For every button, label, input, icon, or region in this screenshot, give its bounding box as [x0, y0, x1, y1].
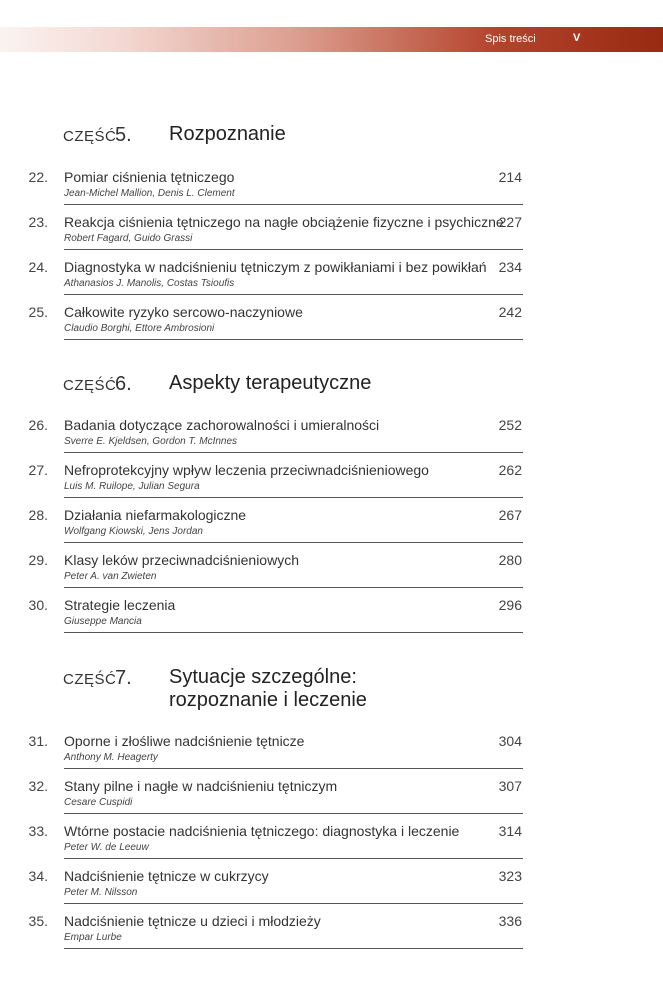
chapter-title: Badania dotyczące zachorowalności i umieralności — [64, 417, 380, 433]
chapter-authors: Jean-Michel Mallion, Denis L. Clement — [64, 188, 235, 199]
toc-entry-34[interactable] — [0, 868, 663, 910]
toc-entry-27[interactable] — [0, 462, 663, 504]
chapter-authors: Wolfgang Kiowski, Jens Jordan — [64, 526, 203, 537]
chapter-authors: Robert Fagard, Guido Grassi — [64, 233, 193, 244]
part-label: CZĘŚĆ — [63, 128, 117, 145]
chapter-title: Strategie leczenia — [64, 597, 176, 613]
chapter-page: 234 — [498, 259, 522, 275]
chapter-title: Pomiar ciśnienia tętniczego — [64, 169, 235, 185]
part-title: Aspekty terapeutyczne — [169, 372, 372, 394]
toc-entry-24[interactable] — [0, 259, 663, 301]
entry-divider — [64, 542, 523, 543]
chapter-page: 227 — [498, 214, 522, 230]
entry-divider — [64, 768, 523, 769]
chapter-title: Całkowite ryzyko sercowo-naczyniowe — [64, 304, 303, 320]
chapter-number: 29. — [28, 552, 48, 568]
chapter-number: 28. — [28, 507, 48, 523]
chapter-title: Oporne i złośliwe nadciśnienie tętnicze — [64, 733, 305, 749]
part-label: CZĘŚĆ — [63, 671, 117, 688]
chapter-number: 30. — [28, 597, 48, 613]
chapter-page: 304 — [498, 733, 522, 749]
chapter-number: 33. — [28, 823, 48, 839]
toc-entry-30[interactable] — [0, 597, 663, 639]
chapter-number: 25. — [28, 304, 48, 320]
toc-entry-33[interactable] — [0, 823, 663, 865]
chapter-title: Klasy leków przeciwnadciśnieniowych — [64, 552, 299, 568]
page-header-bar — [0, 27, 663, 52]
chapter-title: Reakcja ciśnienia tętniczego na nagłe obciążenie fizyczne i psychiczne — [64, 214, 504, 230]
chapter-title: Nefroprotekcyjny wpływ leczenia przeciwnadciśnieniowego — [64, 462, 429, 478]
chapter-authors: Luis M. Ruilope, Julian Segura — [64, 481, 200, 492]
chapter-number: 23. — [28, 214, 48, 230]
entry-divider — [64, 632, 523, 633]
chapter-number: 32. — [28, 778, 48, 794]
entry-divider — [64, 294, 523, 295]
part-heading-6 — [63, 371, 523, 401]
chapter-page: 267 — [498, 507, 522, 523]
chapter-number: 26. — [28, 417, 48, 433]
entry-divider — [64, 948, 523, 949]
chapter-authors: Athanasios J. Manolis, Costas Tsioufis — [64, 278, 235, 289]
toc-entry-25[interactable] — [0, 304, 663, 346]
entry-divider — [64, 339, 523, 340]
toc-entry-29[interactable] — [0, 552, 663, 594]
part-heading-7 — [63, 665, 523, 715]
part-title-line-1: Sytuacje szczególne: — [169, 666, 357, 688]
chapter-number: 34. — [28, 868, 48, 884]
chapter-title: Stany pilne i nagłe w nadciśnieniu tętniczym — [64, 778, 338, 794]
toc-entry-22[interactable] — [0, 169, 663, 211]
chapter-page: 307 — [498, 778, 522, 794]
chapter-authors: Peter M. Nilsson — [64, 887, 138, 898]
chapter-authors: Giuseppe Mancia — [64, 616, 142, 627]
chapter-number: 27. — [28, 462, 48, 478]
part-number: 5. — [115, 124, 132, 146]
part-number: 7. — [115, 667, 132, 689]
chapter-authors: Cesare Cuspidi — [64, 797, 133, 808]
chapter-authors: Peter A. van Zwieten — [64, 571, 157, 582]
chapter-page: 262 — [498, 462, 522, 478]
part-title: Rozpoznanie — [169, 123, 286, 145]
part-heading-5 — [63, 122, 523, 152]
chapter-page: 214 — [498, 169, 522, 185]
toc-entry-35[interactable] — [0, 913, 663, 955]
chapter-page: 280 — [498, 552, 522, 568]
chapter-page: 314 — [498, 823, 522, 839]
running-header-title: Spis treści — [485, 33, 536, 45]
part-title-line-2: rozpoznanie i leczenie — [169, 689, 367, 711]
entry-divider — [64, 204, 523, 205]
chapter-authors: Peter W. de Leeuw — [64, 842, 149, 853]
chapter-title: Działania niefarmakologiczne — [64, 507, 247, 523]
toc-entry-32[interactable] — [0, 778, 663, 820]
chapter-authors: Empar Lurbe — [64, 932, 122, 943]
chapter-page: 252 — [498, 417, 522, 433]
entry-divider — [64, 587, 523, 588]
entry-divider — [64, 813, 523, 814]
entry-divider — [64, 249, 523, 250]
toc-entry-28[interactable] — [0, 507, 663, 549]
part-number: 6. — [115, 373, 132, 395]
page-number: V — [573, 32, 581, 44]
entry-divider — [64, 497, 523, 498]
chapter-authors: Anthony M. Heagerty — [64, 752, 158, 763]
chapter-number: 22. — [28, 169, 48, 185]
chapter-page: 296 — [498, 597, 522, 613]
toc-entry-31[interactable] — [0, 733, 663, 775]
chapter-authors: Claudio Borghi, Ettore Ambrosioni — [64, 323, 215, 334]
chapter-page: 242 — [498, 304, 522, 320]
chapter-page: 336 — [498, 913, 522, 929]
chapter-number: 35. — [28, 913, 48, 929]
entry-divider — [64, 903, 523, 904]
entry-divider — [64, 858, 523, 859]
chapter-title: Wtórne postacie nadciśnienia tętniczego: diagnostyka i leczenie — [64, 823, 460, 839]
entry-divider — [64, 452, 523, 453]
toc-entry-23[interactable] — [0, 214, 663, 256]
toc-entry-26[interactable] — [0, 417, 663, 459]
chapter-page: 323 — [498, 868, 522, 884]
chapter-number: 24. — [28, 259, 48, 275]
chapter-number: 31. — [28, 733, 48, 749]
chapter-title: Nadciśnienie tętnicze w cukrzycy — [64, 868, 269, 884]
chapter-title: Nadciśnienie tętnicze u dzieci i młodzieży — [64, 913, 321, 929]
chapter-title: Diagnostyka w nadciśnieniu tętniczym z powikłaniami i bez powikłań — [64, 259, 487, 275]
part-label: CZĘŚĆ — [63, 377, 117, 394]
chapter-authors: Sverre E. Kjeldsen, Gordon T. McInnes — [64, 436, 238, 447]
